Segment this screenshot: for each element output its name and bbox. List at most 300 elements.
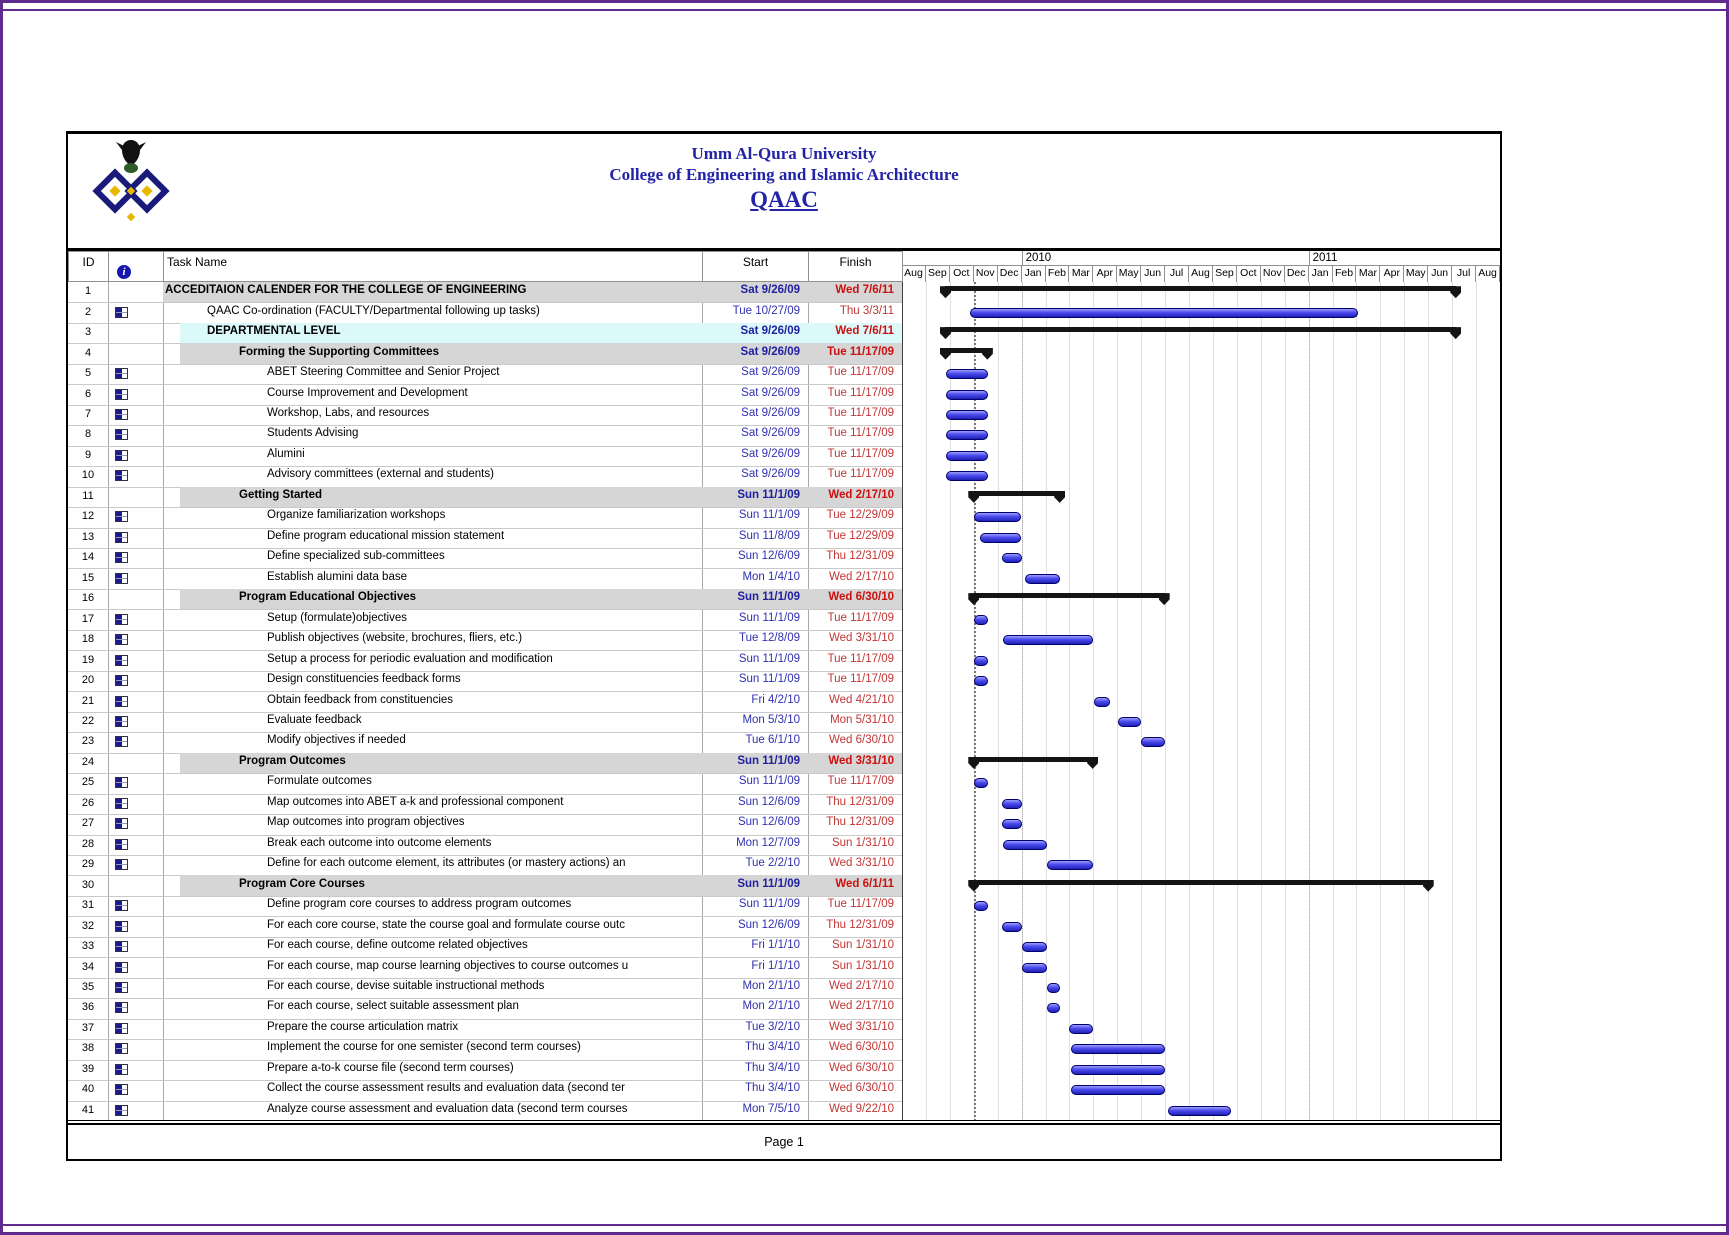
task-name-cell[interactable]: DEPARTMENTAL LEVEL xyxy=(207,325,341,338)
row-separator xyxy=(68,937,902,938)
qaac-link[interactable]: QAAC xyxy=(750,187,818,212)
summary-bar[interactable] xyxy=(973,593,1164,598)
task-note-icon[interactable] xyxy=(115,1084,128,1095)
task-id-cell[interactable]: 4 xyxy=(84,346,92,359)
task-start-cell[interactable]: Sun 11/1/09 xyxy=(738,509,800,522)
task-finish-cell[interactable]: Tue 11/17/09 xyxy=(827,898,894,911)
row-separator xyxy=(68,978,902,979)
task-name-cell[interactable]: Implement the course for one semister (second term courses) xyxy=(267,1041,581,1054)
month-gridline xyxy=(1333,282,1334,1121)
task-finish-cell[interactable]: Wed 6/30/10 xyxy=(828,1041,894,1054)
task-finish-cell[interactable]: Wed 6/1/11 xyxy=(835,877,894,890)
task-start-cell[interactable]: Sun 11/1/09 xyxy=(737,877,800,890)
task-note-icon[interactable] xyxy=(115,614,128,625)
task-finish-cell[interactable]: Thu 12/31/09 xyxy=(826,816,894,829)
task-id-cell[interactable]: 21 xyxy=(81,694,95,707)
task-name-cell[interactable]: Organize familiarization workshops xyxy=(267,509,446,522)
task-start-cell[interactable]: Tue 10/27/09 xyxy=(732,304,800,317)
task-id-cell[interactable]: 33 xyxy=(81,940,95,953)
task-start-cell[interactable]: Sun 12/6/09 xyxy=(737,918,800,931)
task-finish-cell[interactable]: Wed 4/21/10 xyxy=(828,693,894,706)
task-name-cell[interactable]: For each course, select suitable assessment plan xyxy=(267,1000,519,1013)
task-bar[interactable] xyxy=(980,533,1021,543)
task-bar[interactable] xyxy=(1118,717,1141,727)
task-bar[interactable] xyxy=(1047,983,1061,993)
task-bar[interactable] xyxy=(1022,963,1047,973)
task-finish-cell[interactable]: Wed 3/31/10 xyxy=(828,1020,894,1033)
task-name-cell[interactable]: Prepare a-to-k course file (second term courses) xyxy=(267,1061,514,1074)
task-id-cell[interactable]: 5 xyxy=(84,367,92,380)
table-chart-divider xyxy=(902,282,903,1121)
year-tick xyxy=(1309,251,1310,266)
task-note-icon[interactable] xyxy=(115,532,128,543)
task-finish-cell[interactable]: Tue 12/29/09 xyxy=(826,509,894,522)
task-finish-cell[interactable]: Wed 6/30/10 xyxy=(828,1061,894,1074)
task-id-cell[interactable]: 40 xyxy=(81,1083,95,1096)
task-note-icon[interactable] xyxy=(115,1105,128,1116)
task-bar[interactable] xyxy=(1141,737,1165,747)
task-note-icon[interactable] xyxy=(115,429,128,440)
task-id-cell[interactable]: 38 xyxy=(81,1042,95,1055)
row-separator xyxy=(68,712,902,713)
task-id-cell[interactable]: 39 xyxy=(81,1062,95,1075)
task-start-cell[interactable]: Sun 12/6/09 xyxy=(737,550,800,563)
task-start-cell[interactable]: Sat 9/26/09 xyxy=(740,325,800,338)
task-start-cell[interactable]: Sun 11/1/09 xyxy=(737,754,800,767)
task-finish-cell[interactable]: Sun 1/31/10 xyxy=(831,939,894,952)
task-bar[interactable] xyxy=(946,430,988,440)
task-bar[interactable] xyxy=(946,471,988,481)
task-id-cell[interactable]: 28 xyxy=(81,837,95,850)
task-start-cell[interactable]: Mon 1/4/10 xyxy=(742,570,800,583)
timeline-year-row xyxy=(902,251,1500,266)
task-start-cell[interactable]: Mon 5/3/10 xyxy=(742,713,800,726)
task-name-cell[interactable]: Formulate outcomes xyxy=(267,775,372,788)
task-finish-cell[interactable]: Wed 7/6/11 xyxy=(835,284,894,297)
task-finish-cell[interactable]: Wed 2/17/10 xyxy=(828,1000,894,1013)
month-label: Oct xyxy=(1237,266,1261,282)
task-start-cell[interactable]: Sun 11/1/09 xyxy=(738,898,800,911)
task-bar[interactable] xyxy=(974,901,988,911)
task-start-cell[interactable]: Tue 12/8/09 xyxy=(739,632,800,645)
task-finish-cell[interactable]: Tue 12/29/09 xyxy=(826,529,894,542)
row-separator xyxy=(68,998,902,999)
summary-bar-end-cap xyxy=(1423,880,1434,892)
task-start-cell[interactable]: Sun 12/6/09 xyxy=(737,795,800,808)
task-bar[interactable] xyxy=(1002,819,1023,829)
task-bar[interactable] xyxy=(946,369,988,379)
task-id-cell[interactable]: 36 xyxy=(81,1001,95,1014)
task-note-icon[interactable] xyxy=(115,307,128,318)
column-header-id-label: ID xyxy=(82,255,95,269)
task-name-cell[interactable]: Establish alumini data base xyxy=(267,570,407,583)
task-note-icon[interactable] xyxy=(115,389,128,400)
task-bar[interactable] xyxy=(1069,1024,1093,1034)
task-name-cell[interactable]: Design constituencies feedback forms xyxy=(267,673,461,686)
task-bar[interactable] xyxy=(1047,1003,1061,1013)
task-note-icon[interactable] xyxy=(115,696,128,707)
frame-left xyxy=(0,0,3,1235)
project-sheet xyxy=(66,131,1502,1161)
task-note-icon[interactable] xyxy=(115,716,128,727)
task-name-cell[interactable]: Publish objectives (website, brochures, fliers, etc.) xyxy=(267,632,523,645)
task-name-cell[interactable]: Evaluate feedback xyxy=(267,713,362,726)
summary-bar[interactable] xyxy=(945,348,988,353)
task-start-cell[interactable]: Sat 9/26/09 xyxy=(741,427,800,440)
row-separator xyxy=(68,384,902,385)
task-bar[interactable] xyxy=(974,512,1021,522)
task-note-icon[interactable] xyxy=(115,839,128,850)
task-id-cell[interactable]: 14 xyxy=(81,551,95,564)
task-name-cell[interactable]: Map outcomes into program objectives xyxy=(267,816,465,829)
task-id-cell[interactable]: 8 xyxy=(84,428,92,441)
task-start-cell[interactable]: Sat 9/26/09 xyxy=(741,468,800,481)
task-name-cell[interactable]: Workshop, Labs, and resources xyxy=(267,407,430,419)
task-id-cell[interactable]: 2 xyxy=(84,305,92,318)
gantt-body xyxy=(68,282,1500,1121)
task-name-cell[interactable]: Obtain feedback from constituencies xyxy=(267,693,454,706)
task-id-cell[interactable]: 34 xyxy=(81,960,95,973)
row-separator xyxy=(68,405,902,406)
task-name-cell[interactable]: Map outcomes into ABET a-k and professional component xyxy=(267,795,564,808)
task-note-icon[interactable] xyxy=(115,368,128,379)
task-finish-cell[interactable]: Sun 1/31/10 xyxy=(831,836,894,849)
task-bar[interactable] xyxy=(1094,697,1110,707)
task-id-cell[interactable]: 18 xyxy=(81,633,95,646)
task-id-cell[interactable]: 13 xyxy=(81,530,95,543)
month-label: Aug xyxy=(1476,266,1500,282)
task-finish-cell[interactable]: Wed 2/17/10 xyxy=(828,570,894,583)
task-start-cell[interactable]: Mon 2/1/10 xyxy=(742,1000,800,1013)
task-name-cell[interactable]: Setup a process for periodic evaluation and modification xyxy=(267,652,553,665)
task-bar[interactable] xyxy=(1047,860,1093,870)
task-id-cell[interactable]: 41 xyxy=(81,1103,95,1116)
task-note-icon[interactable] xyxy=(115,1002,128,1013)
task-note-icon[interactable] xyxy=(115,1064,128,1075)
task-name-cell[interactable]: Define program educational mission statement xyxy=(267,529,505,542)
task-name-cell[interactable]: Analyze course assessment and evaluation data (second term courses xyxy=(267,1102,628,1115)
table-bottom-border xyxy=(68,1120,1500,1121)
month-gridline xyxy=(1046,282,1047,1121)
month-gridline xyxy=(1452,282,1453,1121)
task-start-cell[interactable]: Sun 11/1/09 xyxy=(737,488,800,501)
task-bar[interactable] xyxy=(970,308,1358,318)
task-name-cell[interactable]: ABET Steering Committee and Senior Project xyxy=(267,366,500,379)
task-name-cell[interactable]: Prepare the course articulation matrix xyxy=(267,1020,459,1033)
task-id-cell[interactable]: 35 xyxy=(81,980,95,993)
report-header xyxy=(68,134,1500,248)
summary-bar[interactable] xyxy=(945,327,1456,332)
task-name-cell[interactable]: Program Educational Objectives xyxy=(239,591,417,604)
task-start-cell[interactable]: Mon 7/5/10 xyxy=(742,1102,800,1115)
task-id-cell[interactable]: 31 xyxy=(81,899,95,912)
column-header-indicator[interactable] xyxy=(108,251,164,282)
task-note-icon[interactable] xyxy=(115,409,128,420)
task-bar[interactable] xyxy=(1002,922,1023,932)
task-name-cell[interactable]: Define specialized sub-committees xyxy=(267,550,445,563)
month-label: Nov xyxy=(1261,266,1285,282)
task-finish-cell[interactable]: Wed 3/31/10 xyxy=(828,857,894,870)
task-finish-cell[interactable]: Wed 3/31/10 xyxy=(828,754,894,767)
task-start-cell[interactable]: Sun 11/8/09 xyxy=(738,529,800,542)
row-separator xyxy=(68,916,902,917)
task-bar[interactable] xyxy=(946,410,988,420)
row-separator xyxy=(68,855,902,856)
task-id-cell[interactable]: 20 xyxy=(81,674,95,687)
task-id-cell[interactable]: 1 xyxy=(84,285,92,298)
task-finish-cell[interactable]: Thu 12/31/09 xyxy=(826,550,894,563)
task-bar[interactable] xyxy=(1003,840,1047,850)
task-bar[interactable] xyxy=(974,778,988,788)
task-start-cell[interactable]: Thu 3/4/10 xyxy=(745,1041,800,1054)
task-bar[interactable] xyxy=(1003,635,1093,645)
task-finish-cell[interactable]: Sun 1/31/10 xyxy=(831,959,894,972)
task-name-cell[interactable]: Program Core Courses xyxy=(239,877,365,890)
task-id-cell[interactable]: 37 xyxy=(81,1021,95,1034)
task-name-cell[interactable]: For each core course, state the course goal and formulate course outc xyxy=(267,918,625,931)
task-note-icon[interactable] xyxy=(115,450,128,461)
task-start-cell[interactable]: Sat 9/26/09 xyxy=(740,345,800,358)
task-id-cell[interactable]: 24 xyxy=(81,755,95,768)
column-header-task-name[interactable] xyxy=(163,251,703,282)
task-id-cell[interactable]: 27 xyxy=(81,817,95,830)
month-gridline xyxy=(1428,282,1429,1121)
month-gridline xyxy=(1141,282,1142,1121)
task-finish-cell[interactable]: Wed 9/22/10 xyxy=(828,1102,894,1115)
task-start-cell[interactable]: Mon 12/7/09 xyxy=(736,836,800,849)
task-start-cell[interactable]: Sun 11/1/09 xyxy=(737,591,800,604)
task-note-icon[interactable] xyxy=(115,1023,128,1034)
task-id-cell[interactable]: 30 xyxy=(81,878,95,891)
task-start-cell[interactable]: Tue 6/1/10 xyxy=(745,734,800,747)
row-separator xyxy=(68,446,902,447)
task-name-cell[interactable]: QAAC Co-ordination (FACULTY/Departmental following up tasks) xyxy=(207,304,540,317)
task-id-cell[interactable]: 29 xyxy=(81,858,95,871)
row-separator xyxy=(68,691,902,692)
task-id-cell[interactable]: 3 xyxy=(84,326,92,339)
month-label: Jul xyxy=(1452,266,1476,282)
row-separator xyxy=(68,568,902,569)
task-finish-cell[interactable]: Tue 11/17/09 xyxy=(827,673,894,686)
task-start-cell[interactable]: Sun 12/6/09 xyxy=(737,816,800,829)
task-finish-cell[interactable]: Tue 11/17/09 xyxy=(827,427,894,440)
task-name-cell[interactable]: Define for each outcome element, its attributes (or mastery actions) an xyxy=(267,857,626,870)
task-finish-cell[interactable]: Tue 11/17/09 xyxy=(827,366,894,379)
task-note-icon[interactable] xyxy=(115,859,128,870)
task-note-icon[interactable] xyxy=(115,798,128,809)
task-bar[interactable] xyxy=(946,451,988,461)
month-label: May xyxy=(1404,266,1428,282)
task-finish-cell[interactable]: Tue 11/17/09 xyxy=(827,407,894,419)
task-note-icon[interactable] xyxy=(115,777,128,788)
task-finish-cell[interactable]: Mon 5/31/10 xyxy=(830,713,894,726)
task-bar[interactable] xyxy=(1168,1106,1231,1116)
task-finish-cell[interactable]: Wed 7/6/11 xyxy=(835,325,894,338)
task-note-icon[interactable] xyxy=(115,511,128,522)
month-gridline xyxy=(1476,282,1477,1121)
task-start-cell[interactable]: Tue 3/2/10 xyxy=(745,1020,800,1033)
task-name-cell[interactable]: Define program core courses to address program outcomes xyxy=(267,898,572,911)
task-finish-cell[interactable]: Tue 11/17/09 xyxy=(827,447,894,460)
task-start-cell[interactable]: Sat 9/26/09 xyxy=(741,366,800,379)
task-finish-cell[interactable]: Wed 6/30/10 xyxy=(828,1082,894,1095)
task-bar[interactable] xyxy=(974,615,988,625)
task-finish-cell[interactable]: Wed 2/17/10 xyxy=(828,488,894,501)
task-start-cell[interactable]: Sun 11/1/09 xyxy=(738,775,800,788)
task-id-cell[interactable]: 6 xyxy=(84,387,92,400)
task-id-cell[interactable]: 15 xyxy=(81,571,95,584)
month-label: Apr xyxy=(1093,266,1117,282)
task-name-cell[interactable]: Modify objectives if needed xyxy=(267,734,406,747)
month-gridline xyxy=(1380,282,1381,1121)
task-id-cell[interactable]: 22 xyxy=(81,714,95,727)
task-bar[interactable] xyxy=(946,390,988,400)
task-note-icon[interactable] xyxy=(115,655,128,666)
summary-bar[interactable] xyxy=(945,286,1456,291)
task-bar[interactable] xyxy=(1025,574,1061,584)
task-finish-cell[interactable]: Tue 11/17/09 xyxy=(827,386,894,399)
task-start-cell[interactable]: Tue 2/2/10 xyxy=(745,857,800,870)
task-finish-cell[interactable]: Tue 11/17/09 xyxy=(827,611,894,624)
task-finish-cell[interactable]: Wed 3/31/10 xyxy=(828,632,894,645)
row-separator xyxy=(68,650,902,651)
column-divider xyxy=(163,282,164,1121)
task-name-cell[interactable]: For each course, map course learning objectives to course outcomes u xyxy=(267,959,629,972)
task-note-icon[interactable] xyxy=(115,736,128,747)
task-name-cell[interactable]: Students Advising xyxy=(267,427,359,440)
task-name-cell[interactable]: Course Improvement and Development xyxy=(267,386,468,399)
task-note-icon[interactable] xyxy=(115,941,128,952)
month-gridline xyxy=(1189,282,1190,1121)
task-name-cell[interactable]: Advisory committees (external and students) xyxy=(267,468,494,481)
task-id-cell[interactable]: 25 xyxy=(81,776,95,789)
month-gridline xyxy=(926,282,927,1121)
task-note-icon[interactable] xyxy=(115,818,128,829)
task-name-cell[interactable]: Setup (formulate)objectives xyxy=(267,611,407,624)
task-note-icon[interactable] xyxy=(115,675,128,686)
month-gridline xyxy=(998,282,999,1121)
month-label: Aug xyxy=(1189,266,1213,282)
column-divider xyxy=(808,282,809,1121)
task-start-cell[interactable]: Sun 11/1/09 xyxy=(738,652,800,665)
task-start-cell[interactable]: Sat 9/26/09 xyxy=(741,407,800,419)
row-separator xyxy=(68,835,902,836)
task-id-cell[interactable]: 9 xyxy=(84,448,92,461)
task-id-cell[interactable]: 17 xyxy=(81,612,95,625)
summary-bar-start-cap xyxy=(968,880,979,892)
column-header-finish[interactable] xyxy=(808,251,903,282)
task-id-cell[interactable]: 7 xyxy=(84,408,92,420)
task-note-icon[interactable] xyxy=(115,1043,128,1054)
task-start-cell[interactable]: Mon 2/1/10 xyxy=(742,979,800,992)
task-id-cell[interactable]: 23 xyxy=(81,735,95,748)
task-note-icon[interactable] xyxy=(115,900,128,911)
task-name-cell[interactable]: ACCEDITAION CALENDER FOR THE COLLEGE OF ENGINEERING xyxy=(165,284,527,297)
row-separator xyxy=(68,957,902,958)
task-note-icon[interactable] xyxy=(115,552,128,563)
task-bar[interactable] xyxy=(1002,553,1023,563)
task-bar[interactable] xyxy=(1022,942,1047,952)
task-name-cell[interactable]: Program Outcomes xyxy=(239,754,346,767)
task-note-icon[interactable] xyxy=(115,470,128,481)
task-finish-cell[interactable]: Tue 11/17/09 xyxy=(827,652,894,665)
task-bar[interactable] xyxy=(974,676,988,686)
task-start-cell[interactable]: Sun 11/1/09 xyxy=(738,673,800,686)
task-name-cell[interactable]: Alumini xyxy=(267,447,305,460)
task-bar[interactable] xyxy=(974,656,988,666)
task-name-cell[interactable]: Getting Started xyxy=(239,488,323,501)
task-bar[interactable] xyxy=(1071,1044,1165,1054)
task-finish-cell[interactable]: Wed 6/30/10 xyxy=(828,734,894,747)
task-name-cell[interactable]: For each course, devise suitable instructional methods xyxy=(267,979,545,992)
task-start-cell[interactable]: Sat 9/26/09 xyxy=(740,284,800,297)
task-note-icon[interactable] xyxy=(115,982,128,993)
task-name-cell[interactable]: Collect the course assessment results and evaluation data (second ter xyxy=(267,1082,625,1095)
summary-bar[interactable] xyxy=(973,757,1093,762)
task-start-cell[interactable]: Fri 1/1/10 xyxy=(751,959,800,972)
task-id-cell[interactable]: 26 xyxy=(81,796,95,809)
task-finish-cell[interactable]: Thu 12/31/09 xyxy=(826,795,894,808)
task-id-cell[interactable]: 11 xyxy=(82,489,94,502)
task-finish-cell[interactable]: Thu 3/3/11 xyxy=(839,304,894,317)
frame-top-inner xyxy=(0,9,1729,11)
summary-bar-start-cap xyxy=(968,491,979,503)
task-note-icon[interactable] xyxy=(115,921,128,932)
task-id-cell[interactable]: 10 xyxy=(81,469,95,482)
task-name-cell[interactable]: For each course, define outcome related objectives xyxy=(267,939,528,952)
column-header-id[interactable] xyxy=(68,251,109,282)
task-bar[interactable] xyxy=(1002,799,1023,809)
task-note-icon[interactable] xyxy=(115,962,128,973)
column-header-start[interactable] xyxy=(702,251,809,282)
row-separator xyxy=(68,507,902,508)
month-gridline xyxy=(950,282,951,1121)
task-name-cell[interactable]: Break each outcome into outcome elements xyxy=(267,836,492,849)
task-start-cell[interactable]: Fri 4/2/10 xyxy=(751,693,800,706)
task-finish-cell[interactable]: Tue 11/17/09 xyxy=(827,345,894,358)
month-gridline xyxy=(1285,282,1286,1121)
task-note-icon[interactable] xyxy=(115,634,128,645)
month-label: Mar xyxy=(1356,266,1380,282)
task-start-cell[interactable]: Thu 3/4/10 xyxy=(745,1061,800,1074)
summary-bar-end-cap xyxy=(1054,491,1065,503)
task-finish-cell[interactable]: Thu 12/31/09 xyxy=(826,918,894,931)
task-bar[interactable] xyxy=(1071,1065,1165,1075)
task-name-cell[interactable]: Forming the Supporting Committees xyxy=(239,345,439,358)
summary-bar[interactable] xyxy=(973,880,1428,885)
task-start-cell[interactable]: Thu 3/4/10 xyxy=(745,1082,800,1095)
task-start-cell[interactable]: Fri 1/1/10 xyxy=(751,939,800,952)
task-bar[interactable] xyxy=(1071,1085,1165,1095)
task-id-cell[interactable]: 16 xyxy=(81,592,95,605)
task-finish-cell[interactable]: Wed 2/17/10 xyxy=(828,979,894,992)
task-start-cell[interactable]: Sun 11/1/09 xyxy=(738,611,800,624)
summary-bar[interactable] xyxy=(973,491,1060,496)
task-finish-cell[interactable]: Wed 6/30/10 xyxy=(828,591,894,604)
task-start-cell[interactable]: Sat 9/26/09 xyxy=(741,386,800,399)
task-finish-cell[interactable]: Tue 11/17/09 xyxy=(827,775,894,788)
task-start-cell[interactable]: Sat 9/26/09 xyxy=(741,447,800,460)
month-label: Nov xyxy=(974,266,998,282)
task-note-icon[interactable] xyxy=(115,573,128,584)
task-id-cell[interactable]: 19 xyxy=(81,653,95,666)
university-name: Umm Al-Qura University xyxy=(691,144,877,163)
task-id-cell[interactable]: 12 xyxy=(81,510,95,523)
row-separator xyxy=(68,1080,902,1081)
task-id-cell[interactable]: 32 xyxy=(81,919,95,932)
frame-bottom-inner xyxy=(0,1224,1729,1226)
task-finish-cell[interactable]: Tue 11/17/09 xyxy=(827,468,894,481)
